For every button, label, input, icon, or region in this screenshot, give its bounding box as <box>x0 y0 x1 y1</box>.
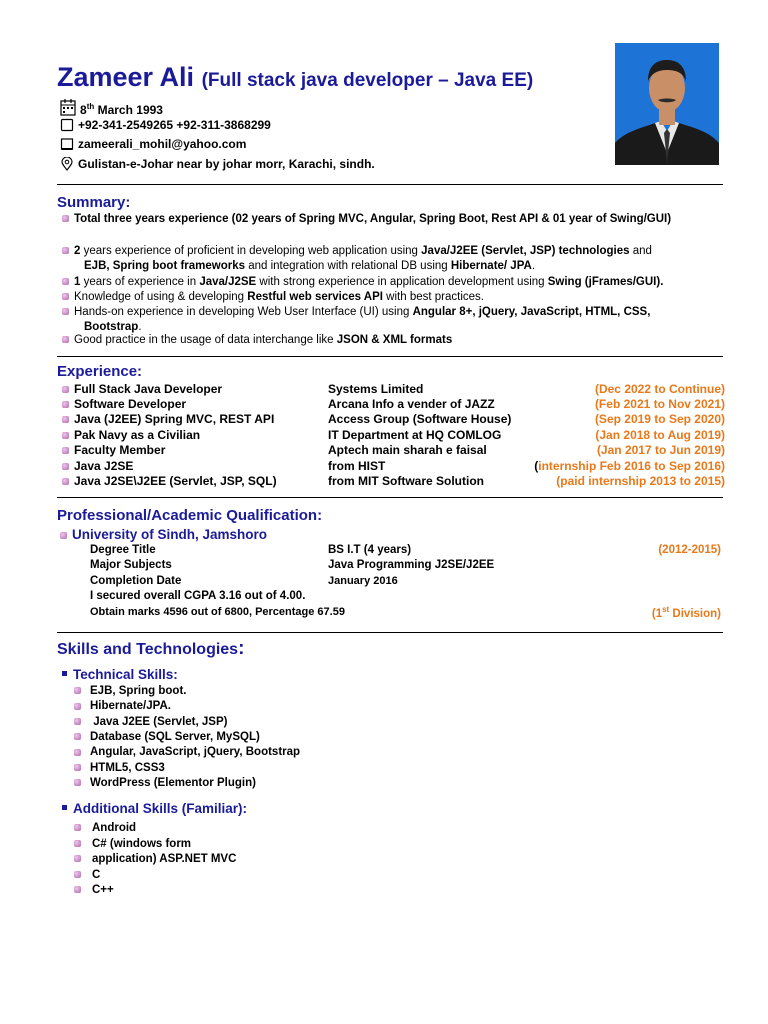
technical-skill-item <box>74 685 186 697</box>
divider-summary <box>57 356 723 357</box>
divider-qualification <box>57 632 723 633</box>
additional-skill-item <box>74 838 191 850</box>
skills-heading-colon: : <box>238 638 245 659</box>
technical-skill-text: Java J2EE (Servlet, JSP) <box>90 715 228 728</box>
dob-suffix: th <box>86 102 95 111</box>
square-bullet-icon <box>62 671 67 676</box>
experience-dates <box>595 397 725 411</box>
experience-dates <box>556 474 725 488</box>
bullet-icon <box>74 855 81 862</box>
bullet-icon <box>62 386 69 393</box>
additional-skill-item <box>74 869 100 881</box>
square-bullet-icon <box>62 805 67 810</box>
university-name: University of Sindh, Jamshoro <box>72 527 268 542</box>
experience-dates-text: internship Feb 2016 to Sep 2016) <box>538 459 725 473</box>
degree-years: (2012-2015) <box>658 544 721 556</box>
summary-text-segment: Swing (jFrames/GUI). <box>547 276 664 288</box>
summary-text-segment: Java/J2EE (Servlet, JSP) technologies <box>421 245 630 257</box>
experience-role <box>62 474 277 488</box>
experience-role <box>62 397 186 411</box>
summary-item-line <box>62 276 663 288</box>
summary-text-segment: Java/J2SE <box>199 276 257 288</box>
division-close: Division) <box>669 607 721 620</box>
experience-dates-text: (Dec 2022 to Continue) <box>594 382 725 396</box>
bullet-icon <box>60 532 67 539</box>
experience-dates-text: (Jan 2018 to Aug 2019) <box>595 428 725 442</box>
divider-header <box>57 184 723 185</box>
subjects-value: Java Programming J2SE/J2EE <box>328 559 495 571</box>
additional-skill-text: Android <box>92 822 137 834</box>
bullet-icon <box>74 749 81 756</box>
summary-item-line <box>62 291 484 303</box>
summary-text-segment: 2 <box>74 245 81 257</box>
experience-dates <box>595 428 725 442</box>
dob-day: 8 <box>80 103 87 117</box>
technical-skill-item <box>74 746 300 758</box>
skills-heading <box>57 638 244 660</box>
technical-skill-item <box>74 777 256 789</box>
calendar-icon <box>60 98 76 116</box>
bullet-icon <box>62 308 69 315</box>
address-row <box>60 157 375 171</box>
bullet-icon <box>62 432 69 439</box>
summary-text-segment: and integration with relational DB using <box>245 260 451 272</box>
experience-dates-text: (paid internship 2013 to 2015) <box>556 474 725 488</box>
university-row <box>60 527 267 542</box>
technical-skill-item <box>74 762 165 774</box>
additional-skill-text: C++ <box>92 884 114 896</box>
summary-text-segment: with strong experience in application development using <box>256 276 548 288</box>
summary-text-segment: . <box>531 260 536 272</box>
technical-skills-heading <box>62 667 178 682</box>
additional-skill-item <box>74 853 236 865</box>
additional-skill-item <box>74 822 136 834</box>
bullet-icon <box>62 336 69 343</box>
bullet-icon <box>62 215 69 222</box>
phone-icon <box>60 118 74 132</box>
bullet-icon <box>62 293 69 300</box>
summary-text-segment: 1 <box>74 276 81 288</box>
bullet-icon <box>74 886 81 893</box>
experience-role-text: Software Developer <box>74 397 187 411</box>
technical-skill-item <box>74 716 227 728</box>
additional-skills-title: Additional Skills (Familiar): <box>73 801 248 816</box>
location-pin-icon <box>60 157 74 171</box>
summary-text-segment: Good practice in the usage of data interchange like <box>74 334 337 346</box>
bullet-icon <box>62 416 69 423</box>
summary-text-segment: Angular 8+, jQuery, JavaScript, HTML, CSS, <box>412 306 651 318</box>
additional-skill-text: C <box>92 868 101 881</box>
experience-dates <box>595 382 725 396</box>
summary-text-segment: years of experience in <box>80 276 200 288</box>
summary-text-segment: Bootstrap <box>84 321 139 333</box>
summary-text-segment: years experience of proficient in developing web application using <box>80 245 422 257</box>
experience-dates-text: (Feb 2021 to Nov 2021) <box>594 397 725 411</box>
address: Gulistan-e-Johar near by johar morr, Karachi, sindh. <box>78 157 375 171</box>
cgpa-text: I secured overall CGPA 3.16 out of 4.00. <box>90 590 306 602</box>
skills-heading-text: Skills and Technologies <box>57 641 239 658</box>
bullet-icon <box>74 718 81 725</box>
additional-skill-text: application) ASP.NET MVC <box>92 853 237 865</box>
phone-numbers: +92-341-2549265 +92-311-3868299 <box>78 118 271 132</box>
experience-role-text: Faculty Member <box>74 443 166 457</box>
completion-value: January 2016 <box>328 575 398 587</box>
experience-dates <box>595 412 725 426</box>
qualification-heading: Professional/Academic Qualification: <box>57 507 323 524</box>
email-address[interactable]: zameerali_mohil@yahoo.com <box>78 137 247 151</box>
technical-skill-item <box>74 700 171 712</box>
experience-organization: from HIST <box>328 459 386 473</box>
summary-text-segment: JSON & XML formats <box>336 334 453 346</box>
bullet-icon <box>74 687 81 694</box>
summary-item-line <box>62 245 652 257</box>
experience-organization: IT Department at HQ COMLOG <box>328 428 502 442</box>
summary-text-segment: . <box>138 321 142 333</box>
summary-heading: Summary: <box>57 194 131 211</box>
experience-organization: Arcana Info a vender of JAZZ <box>328 397 495 411</box>
bullet-icon <box>74 764 81 771</box>
experience-role <box>62 428 200 442</box>
technical-skill-text: EJB, Spring boot. <box>90 685 187 697</box>
technical-skill-text: Angular, JavaScript, jQuery, Bootstrap <box>90 746 301 759</box>
additional-skills-heading <box>62 801 247 816</box>
bullet-icon <box>74 733 81 740</box>
summary-text-segment: EJB, Spring boot frameworks <box>84 260 246 272</box>
candidate-name: Zameer Ali <box>57 62 195 92</box>
technical-skill-item <box>74 731 260 743</box>
experience-role <box>62 459 133 473</box>
bullet-icon <box>62 478 69 485</box>
experience-role <box>62 412 274 426</box>
bullet-icon <box>62 278 69 285</box>
experience-role <box>62 443 165 457</box>
technical-skill-text: WordPress (Elementor Plugin) <box>90 776 256 789</box>
divider-experience <box>57 497 723 498</box>
phone-row <box>60 118 271 132</box>
experience-dates-prefix: ( <box>534 459 539 473</box>
experience-dates-text: (Sep 2019 to Sep 2020) <box>594 412 725 426</box>
bullet-icon <box>62 447 69 454</box>
experience-organization: Access Group (Software House) <box>328 412 512 426</box>
bullet-icon <box>62 463 69 470</box>
summary-item-line <box>62 306 650 318</box>
bullet-icon <box>74 871 81 878</box>
summary-text-segment: Total three years experience (02 years of Spring MVC, Angular, Spring Boot, Rest API & 01 year of Swing/GUI) <box>74 213 672 225</box>
summary-text-segment: with best practices. <box>382 291 484 303</box>
division-badge <box>652 605 721 620</box>
summary-text-segment: and <box>629 245 652 257</box>
bullet-icon <box>74 779 81 786</box>
summary-text-segment: Knowledge of using & developing <box>74 291 248 303</box>
summary-text-segment: Hibernate/ JPA <box>450 260 532 272</box>
technical-skill-text: Hibernate/JPA. <box>90 700 171 713</box>
experience-role-text: Pak Navy as a Civilian <box>74 428 201 442</box>
email-icon <box>60 137 74 151</box>
experience-role <box>62 382 222 396</box>
technical-skill-text: Database (SQL Server, MySQL) <box>90 730 260 743</box>
bullet-icon <box>74 824 81 831</box>
candidate-title: (Full stack java developer – Java EE) <box>201 70 534 91</box>
experience-heading: Experience: <box>57 363 143 380</box>
experience-role-text: Java J2SE <box>74 459 134 473</box>
experience-dates <box>597 443 725 457</box>
dob-rest: March 1993 <box>97 103 163 117</box>
bullet-icon <box>74 703 81 710</box>
experience-organization: from MIT Software Solution <box>328 474 484 488</box>
technical-skill-text: HTML5, CSS3 <box>90 761 165 774</box>
degree-value: BS I.T (4 years) <box>328 544 412 556</box>
bullet-icon <box>62 401 69 408</box>
summary-item-line <box>62 213 671 225</box>
division-open: (1 <box>651 607 663 620</box>
summary-text-segment: Hands-on experience in developing Web User Interface (UI) using <box>74 306 413 318</box>
marks-text: Obtain marks 4596 out of 6800, Percentage 67.59 <box>90 606 345 618</box>
experience-organization: Aptech main sharah e faisal <box>328 443 487 457</box>
experience-dates-text: (Jan 2017 to Jun 2019) <box>596 443 725 457</box>
technical-skills-title: Technical Skills: <box>73 667 178 682</box>
experience-organization: Systems Limited <box>328 382 424 396</box>
candidate-name-heading <box>57 62 533 93</box>
dob-row <box>60 96 163 117</box>
summary-item-line <box>62 334 452 346</box>
experience-role-text: Full Stack Java Developer <box>74 382 223 396</box>
degree-label: Degree Title <box>90 544 156 556</box>
experience-dates <box>534 459 725 473</box>
additional-skill-text: C# (windows form <box>92 837 192 850</box>
bullet-icon <box>74 840 81 847</box>
bullet-icon <box>62 247 69 254</box>
additional-skill-item <box>74 884 114 896</box>
experience-role-text: Java (J2EE) Spring MVC, REST API <box>74 412 275 426</box>
completion-label: Completion Date <box>90 575 182 587</box>
summary-item-continuation <box>84 260 535 272</box>
division-suffix: st <box>662 605 670 614</box>
summary-text-segment: Restful web services API <box>247 291 383 303</box>
subjects-label: Major Subjects <box>90 559 172 571</box>
profile-photo-art <box>615 43 719 165</box>
experience-role-text: Java J2SE\J2EE (Servlet, JSP, SQL) <box>74 474 277 488</box>
email-row <box>60 137 246 151</box>
summary-item-continuation <box>84 321 142 333</box>
profile-photo <box>615 43 719 165</box>
